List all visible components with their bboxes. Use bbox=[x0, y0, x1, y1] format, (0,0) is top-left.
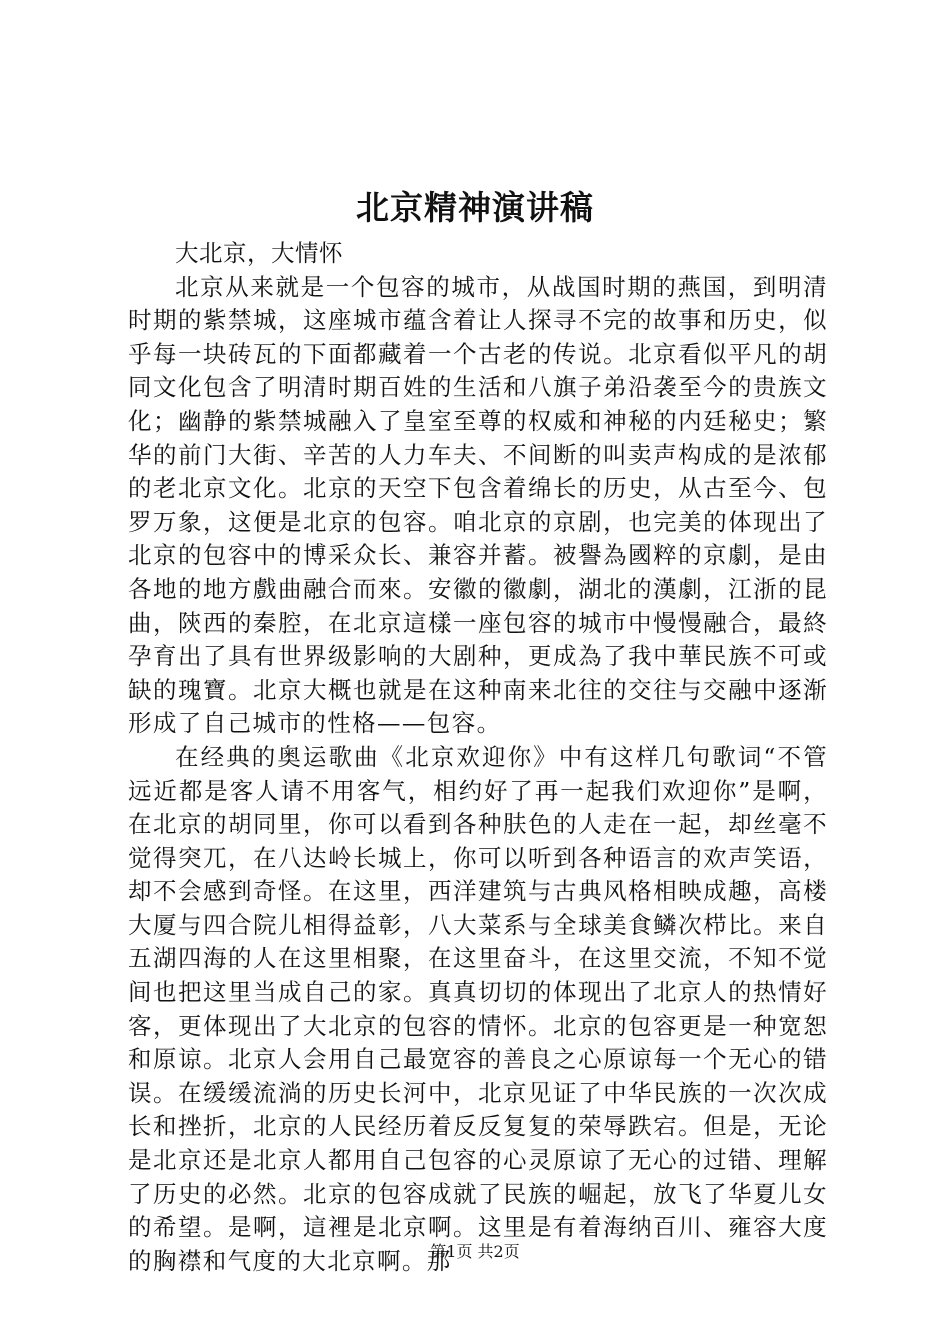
paragraph-2: 在经典的奥运歌曲《北京欢迎你》中有这样几句歌词“不管远近都是客人请不用客气，相约好了再一起我们欢迎你”是啊，在北京的胡同里，你可以看到各种肤色的人走在一起，却丝毫不觉得突兀，在八达岭长城上，你可以听到各种语言的欢声笑语，却不会感到奇怪。在这里，西洋建筑与古典风格相映成趣，高楼大厦与四合院儿相得益彰，八大菜系与全球美食鳞次栉比。来自五湖四海的人在这里相聚，在这里奋斗，在这里交流，不知不觉间也把这里当成自己的家。真真切切的体现出了北京人的热情好客，更体现出了大北京的包容的情怀。北京的包容更是一种宽恕和原谅。北京人会用自己最宽容的善良之心原谅每一个无心的错误。在缓缓流淌的历史长河中，北京见证了中华民族的一次次成长和挫折，北京的人民经历着反反复复的荣辱跌宕。但是，无论是北京还是北京人都用自己包容的心灵原谅了无心的过错、理解了历史的必然。北京的包容成就了民族的崛起，放飞了华夏儿女的希望。是啊，這裡是北京啊。这里是有着海纳百川、雍容大度的胸襟和气度的大北京啊。那 bbox=[128, 742, 828, 1275]
document-title: 北京精神演讲稿 bbox=[356, 188, 594, 227]
paragraph-subtitle: 大北京，大情怀 bbox=[175, 239, 343, 267]
page-footer: 第1页 共2页 bbox=[430, 1242, 520, 1261]
paragraph-1: 北京从来就是一个包容的城市，从战国时期的燕国，到明清时期的紫禁城，这座城市蕴含着让人探寻不完的故事和历史，似乎每一块砖瓦的下面都藏着一个古老的传说。北京看似平凡的胡同文化包含了明清时期百姓的生活和八旗子弟沿袭至今的贵族文化；幽静的紫禁城融入了皇室至尊的权威和神秘的内廷秘史；繁华的前门大街、辛苦的人力车夫、不间断的叫卖声构成的是浓郁的老北京文化。北京的天空下包含着绵长的历史，从古至今、包罗万象，这便是北京的包容。咱北京的京剧，也完美的体现出了北京的包容中的博采众长、兼容并蓄。被譽為國粹的京劇，是由各地的地方戲曲融合而來。安徽的徽劇，湖北的漢劇，江浙的昆曲，陝西的秦腔，在北京這樣一座包容的城市中慢慢融合，最終孕育出了具有世界级影响的大剧种，更成為了我中華民族不可或缺的瑰寶。北京大概也就是在这种南来北往的交往与交融中逐渐形成了自己城市的性格——包容。 bbox=[128, 272, 828, 738]
document-body bbox=[128, 237, 828, 1278]
